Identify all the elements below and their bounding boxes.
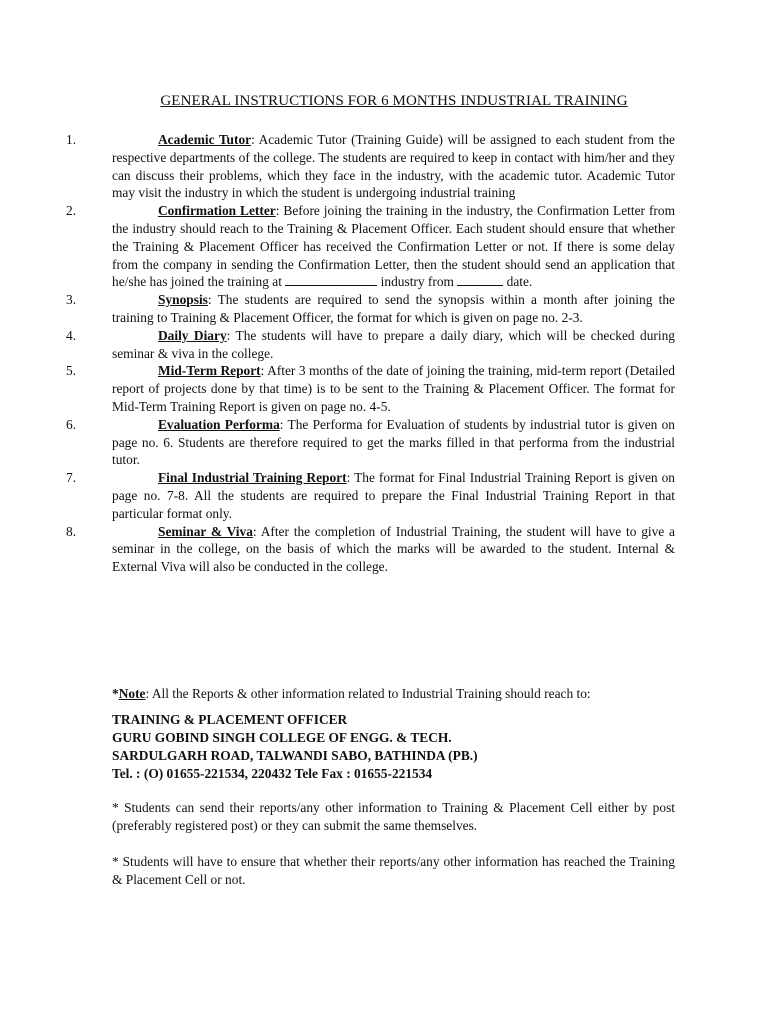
item-heading: Confirmation Letter xyxy=(158,203,276,219)
item-heading: Synopsis xyxy=(158,292,208,308)
item-heading: Seminar & Viva xyxy=(158,523,253,539)
address-line: TRAINING & PLACEMENT OFFICER xyxy=(112,712,348,727)
list-item xyxy=(0,416,768,469)
item-text: : The students will have to prepare a daily diary, which will be checked during seminar & viva in the college. xyxy=(112,327,675,361)
note-text: : All the Reports & other information related to Industrial Training should reach to: xyxy=(145,686,591,701)
item-number: 3. xyxy=(66,292,77,308)
item-body xyxy=(112,416,675,469)
item-text: : Academic Tutor (Training Guide) will be assigned to each student from the respective departments of the college. The students are required to keep in contact with him/her and they can discuss their problems, which they face in the industry, with the academic tutor. Academic Tutor may visit the industry in which the student is undergoing industrial training xyxy=(112,132,676,201)
item-number: 7. xyxy=(66,470,77,486)
item-text: : The students are required to send the synopsis within a month after joining the training to Training & Placement Officer, the format for which is given on page no. 2-3. xyxy=(112,292,675,325)
item-body xyxy=(112,523,675,576)
page-title: GENERAL INSTRUCTIONS FOR 6 MONTHS INDUSTRIAL TRAINING xyxy=(160,93,628,109)
list-item xyxy=(0,291,768,327)
item-text: : The format for Final Industrial Training Report is given on page no. 7-8. All the students are required to prepare the Final Industrial Training Report in that particular format only. xyxy=(112,470,675,521)
item-heading: Daily Diary xyxy=(158,327,227,343)
list-item xyxy=(0,202,768,291)
note xyxy=(112,685,692,703)
item-heading: Mid-Term Report xyxy=(158,363,261,379)
item-number: 2. xyxy=(66,203,77,219)
blank-line xyxy=(285,273,377,286)
item-number: 8. xyxy=(66,523,77,539)
address-block xyxy=(112,711,692,783)
instruction-list xyxy=(0,131,768,576)
list-item xyxy=(0,327,768,363)
list-item xyxy=(0,523,768,576)
item-body xyxy=(112,469,675,522)
blank-line xyxy=(457,273,503,286)
item-heading: Final Industrial Training Report xyxy=(158,470,347,486)
item-text: date. xyxy=(506,274,533,290)
item-text: : After the completion of Industrial Training, the student will have to give a seminar in the college, on the basis of which the marks will be awarded to the student. Internal & External Viva will also be conducted in the college. xyxy=(112,523,675,575)
confirmation-paragraph: * Students will have to ensure that whether their reports/any other information has reached the Training & Placement Cell or not. xyxy=(112,854,675,887)
item-body xyxy=(112,202,675,291)
submission-paragraph: * Students can send their reports/any other information to Training & Placement Cell either by post (preferably registered post) or they can submit the same themselves. xyxy=(112,800,675,833)
item-body xyxy=(112,131,675,202)
note-label: Note xyxy=(118,686,146,701)
item-number: 4. xyxy=(66,327,77,343)
item-text: : After 3 months of the date of joining the training, mid-term report (Detailed report of projects done by that time) is to be sent to the Training & Placement Officer. The format for Mid-Term Training Report is given on page no. 4-5. xyxy=(112,363,675,414)
item-text: : The Performa for Evaluation of students by industrial tutor is given on page no. 6. Students are therefore required to get the marks filled in that performa from the industrial tutor. xyxy=(112,416,675,468)
note-star: * xyxy=(112,686,119,701)
item-body xyxy=(112,327,675,363)
list-item xyxy=(0,362,768,415)
item-heading: Evaluation Performa xyxy=(158,416,280,432)
address-line: Tel. : (O) 01655-221534, 220432 Tele Fax : 01655-221534 xyxy=(112,766,433,781)
item-body xyxy=(112,362,675,415)
list-item xyxy=(0,131,768,202)
item-body xyxy=(112,291,675,327)
list-item xyxy=(0,469,768,522)
address-line: GURU GOBIND SINGH COLLEGE OF ENGG. & TECH. xyxy=(112,730,452,745)
item-number: 6. xyxy=(66,416,77,432)
item-heading: Academic Tutor xyxy=(158,132,252,147)
item-number: 5. xyxy=(66,363,77,379)
item-number: 1. xyxy=(66,132,77,147)
item-text: industry from xyxy=(380,274,454,290)
item-text: : Before joining the training in the industry, the Confirmation Letter from the industry should reach to the Training & Placement Officer. Each student should ensure that whether the Training & Placement Officer has received the Confirmation Letter or not. If there is some delay from the company in sending the Confirmation Letter, then the student should send an application that he/she has joined the training at xyxy=(112,203,676,290)
address-line: SARDULGARH ROAD, TALWANDI SABO, BATHINDA (PB.) xyxy=(112,748,478,763)
